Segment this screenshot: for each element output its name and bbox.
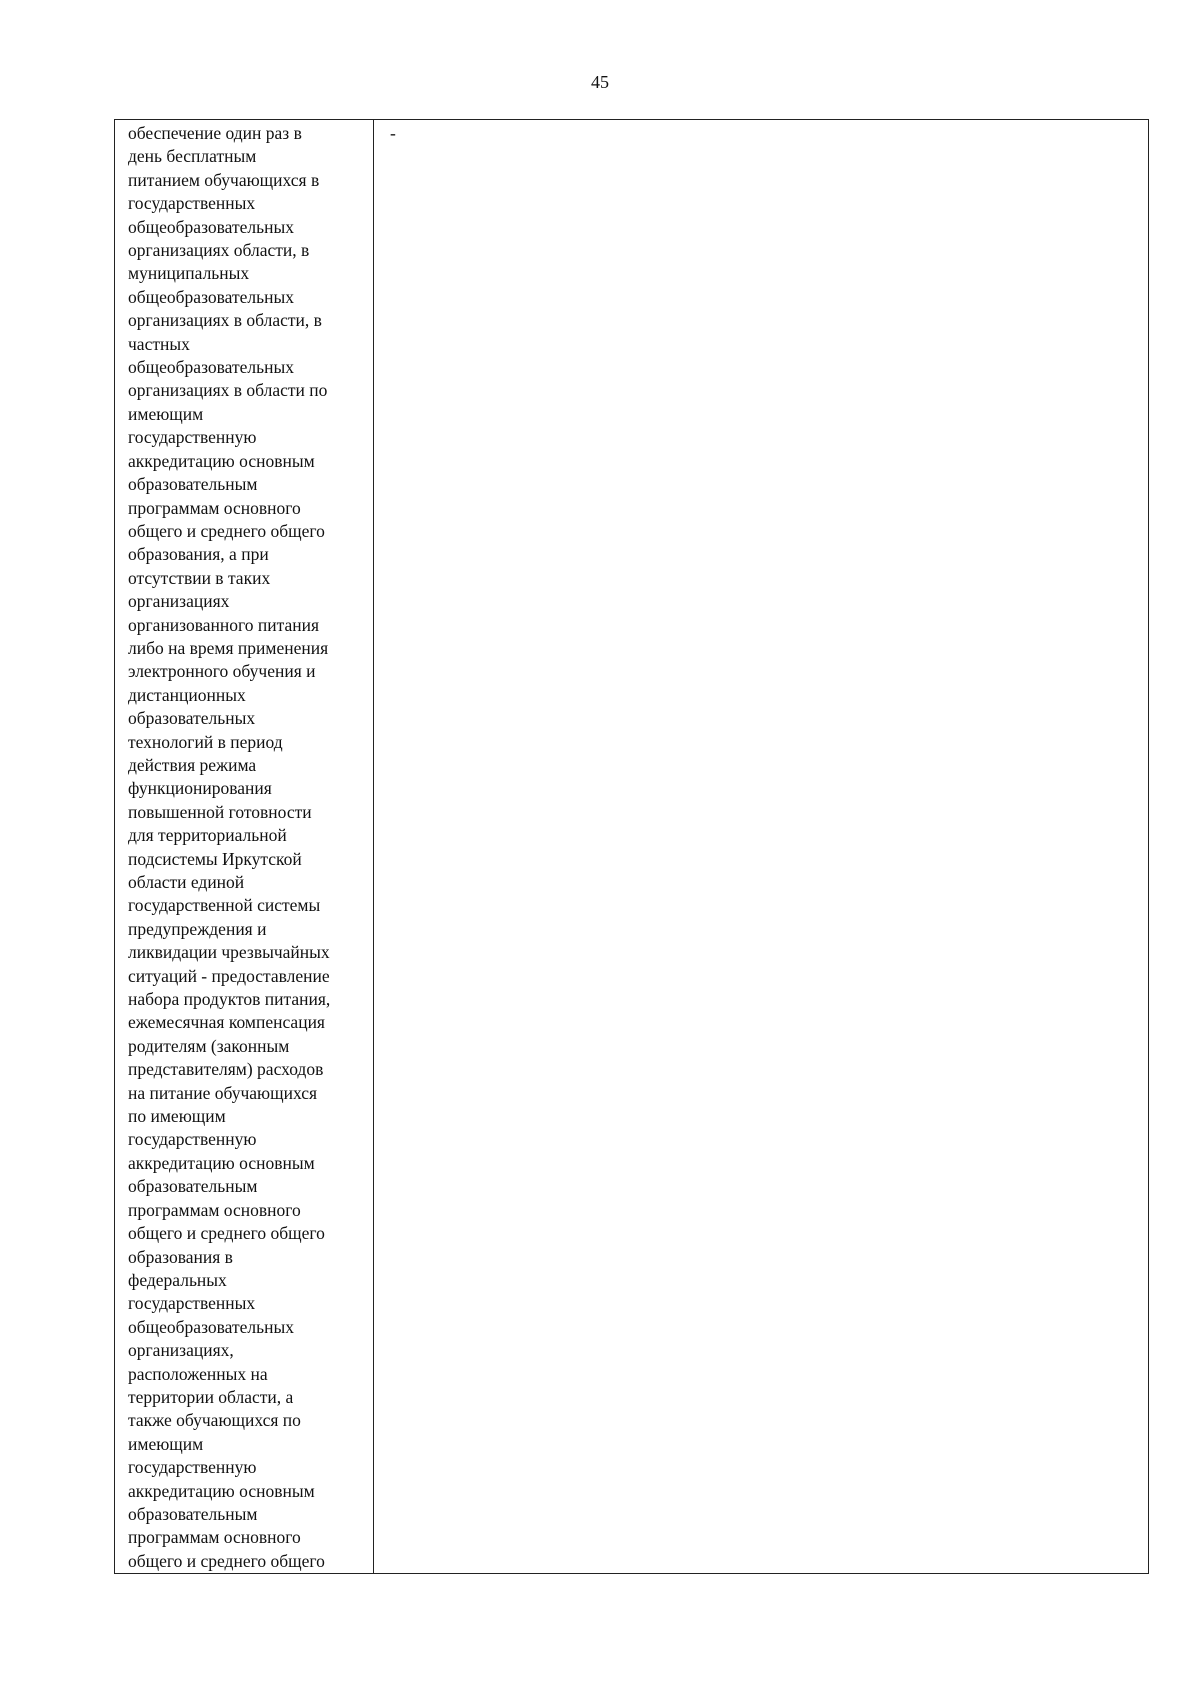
text-line: аккредитацию основным xyxy=(128,450,315,471)
text-line: программам основного xyxy=(128,497,301,518)
table-cell-value xyxy=(374,120,1149,1574)
text-line: общего и среднего общего xyxy=(128,1550,325,1571)
text-line: образования в xyxy=(128,1246,233,1267)
text-line: государственную xyxy=(128,427,257,448)
table-cell-description xyxy=(115,120,374,1574)
text-line: действия режима xyxy=(128,754,257,775)
text-line: организациях в области по xyxy=(128,380,328,401)
text-line: представителям) расходов xyxy=(128,1059,324,1080)
text-line: образовательным xyxy=(128,1176,258,1197)
text-line: отсутствии в таких xyxy=(128,567,271,588)
text-line: набора продуктов питания, xyxy=(128,989,331,1010)
text-line: федеральных xyxy=(128,1269,227,1290)
text-line: образовательным xyxy=(128,1503,258,1524)
text-line: общего и среднего общего xyxy=(128,1223,325,1244)
text-line: программам основного xyxy=(128,1199,301,1220)
page-number: 45 xyxy=(591,72,609,92)
text-line: государственную xyxy=(128,1129,257,1150)
text-line: также обучающихся по xyxy=(128,1410,301,1431)
text-line: имеющим xyxy=(128,1433,204,1454)
text-line: функционирования xyxy=(128,778,272,799)
text-line: либо на время применения xyxy=(128,637,329,658)
value-dash: - xyxy=(390,123,396,143)
text-line: по имеющим xyxy=(128,1106,226,1127)
text-line: организациях в области, в xyxy=(128,310,322,331)
text-line: общеобразовательных xyxy=(128,216,294,237)
text-line: аккредитацию основным xyxy=(128,1152,315,1173)
text-line: дистанционных xyxy=(128,684,246,705)
document-table xyxy=(114,119,1149,1574)
text-line: аккредитацию основным xyxy=(128,1480,315,1501)
text-line: общего и среднего общего xyxy=(128,520,325,541)
text-line: ликвидации чрезвычайных xyxy=(128,942,330,963)
text-line: повышенной готовности xyxy=(128,801,312,822)
text-line: родителям (законным xyxy=(128,1035,290,1056)
text-line: образования, а при xyxy=(128,544,269,565)
text-line: государственных xyxy=(128,193,256,214)
text-line: организованного питания xyxy=(128,614,320,635)
text-line: имеющим xyxy=(128,403,204,424)
text-line: образовательных xyxy=(128,708,256,729)
text-line: программам основного xyxy=(128,1527,301,1548)
text-line: для территориальной xyxy=(128,825,287,846)
text-line: области единой xyxy=(128,872,245,892)
table-row xyxy=(115,120,1149,1574)
text-line: образовательным xyxy=(128,474,258,495)
text-line: ситуаций - предоставление xyxy=(128,965,330,986)
text-line: государственных xyxy=(128,1293,256,1314)
text-line: обеспечение один раз в xyxy=(128,123,302,143)
text-line: расположенных на xyxy=(128,1363,268,1384)
text-line: государственной системы xyxy=(128,895,321,916)
text-line: государственную xyxy=(128,1457,257,1478)
text-line: общеобразовательных xyxy=(128,357,294,378)
text-line: электронного обучения и xyxy=(128,661,316,682)
text-line: муниципальных xyxy=(128,263,250,284)
text-line: питанием обучающихся в xyxy=(128,169,320,190)
text-line: предупреждения и xyxy=(128,918,267,939)
text-line: территории области, а xyxy=(128,1386,294,1407)
text-line: на питание обучающихся xyxy=(128,1082,318,1103)
text-line: частных xyxy=(128,333,190,354)
text-line: ежемесячная компенсация xyxy=(128,1012,325,1033)
text-line: подсистемы Иркутской xyxy=(128,848,302,869)
text-line: общеобразовательных xyxy=(128,286,294,307)
description-text xyxy=(115,120,373,1573)
text-line: организациях xyxy=(128,591,230,612)
text-line: организациях, xyxy=(128,1340,234,1361)
text-line: технологий в период xyxy=(128,731,283,752)
text-line: общеобразовательных xyxy=(128,1316,294,1337)
text-line: день бесплатным xyxy=(128,146,257,167)
text-line: организациях области, в xyxy=(128,240,310,261)
